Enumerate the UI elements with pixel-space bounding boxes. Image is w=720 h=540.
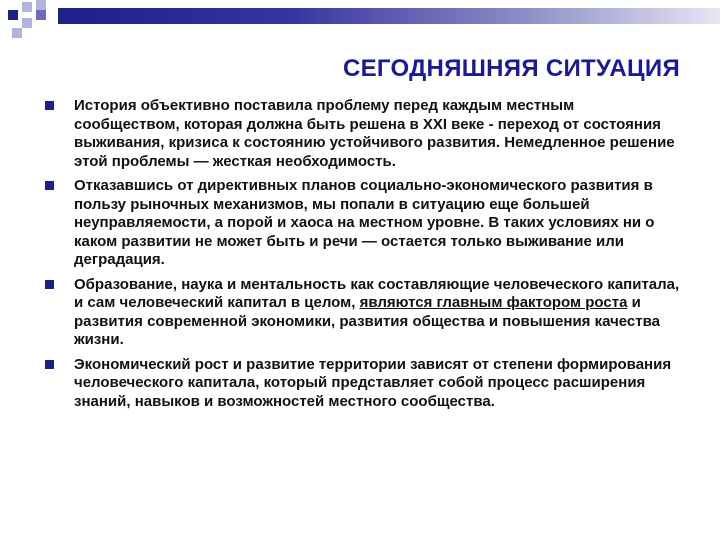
square-bullet-icon	[45, 360, 54, 369]
growth-factor-link[interactable]: являются главным фактором роста	[359, 294, 628, 311]
square-bullet-icon	[45, 280, 54, 289]
square-bullet-icon	[45, 181, 54, 190]
bullet-text: Отказавшись от директивных планов социально-экономического развития в пользу рыночных механизмов, мы попали в ситуацию еще большей неуправляемости, а порой и хаоса на местном уровне. В таких условиях ни о каком развитии не может быть и речи — остается только выживание или деградация.	[74, 177, 655, 268]
bullet-item	[42, 177, 682, 270]
bullet-text: и развития современной экономики, развития общества и повышения качества жизни.	[74, 294, 660, 348]
bullet-item	[42, 97, 682, 171]
square-decoration	[36, 0, 46, 10]
header-decoration	[0, 0, 720, 48]
square-decoration	[22, 18, 32, 28]
square-decoration	[22, 2, 32, 12]
square-decoration	[8, 10, 18, 20]
square-decoration	[36, 10, 46, 20]
bullet-text: Образование, наука и ментальность как составляющие человеческого капитала, и сам человеческий капитал в целом,	[74, 275, 680, 311]
bullet-text: Экономический рост и развитие территории зависят от степени формирования человеческого капитала, который представляет собой процесс расширения знаний, навыков и возможностей местного сообщества.	[74, 355, 672, 410]
slide-title: СЕГОДНЯШНЯЯ СИТУАЦИЯ	[342, 55, 680, 82]
bullet-item	[42, 356, 682, 412]
bullet-item	[42, 276, 682, 350]
square-bullet-icon	[45, 101, 54, 110]
square-decoration	[12, 28, 22, 38]
bullet-list	[42, 97, 682, 417]
bullet-text: История объективно поставила проблему перед каждым местным сообществом, которая должна быть решена в XXI веке - переход от состояния выживания, кризиса к состоянию устойчивого развития. Немедленное решение этой проблемы — жесткая необходимость.	[74, 97, 675, 170]
header-gradient-bar	[58, 8, 720, 24]
